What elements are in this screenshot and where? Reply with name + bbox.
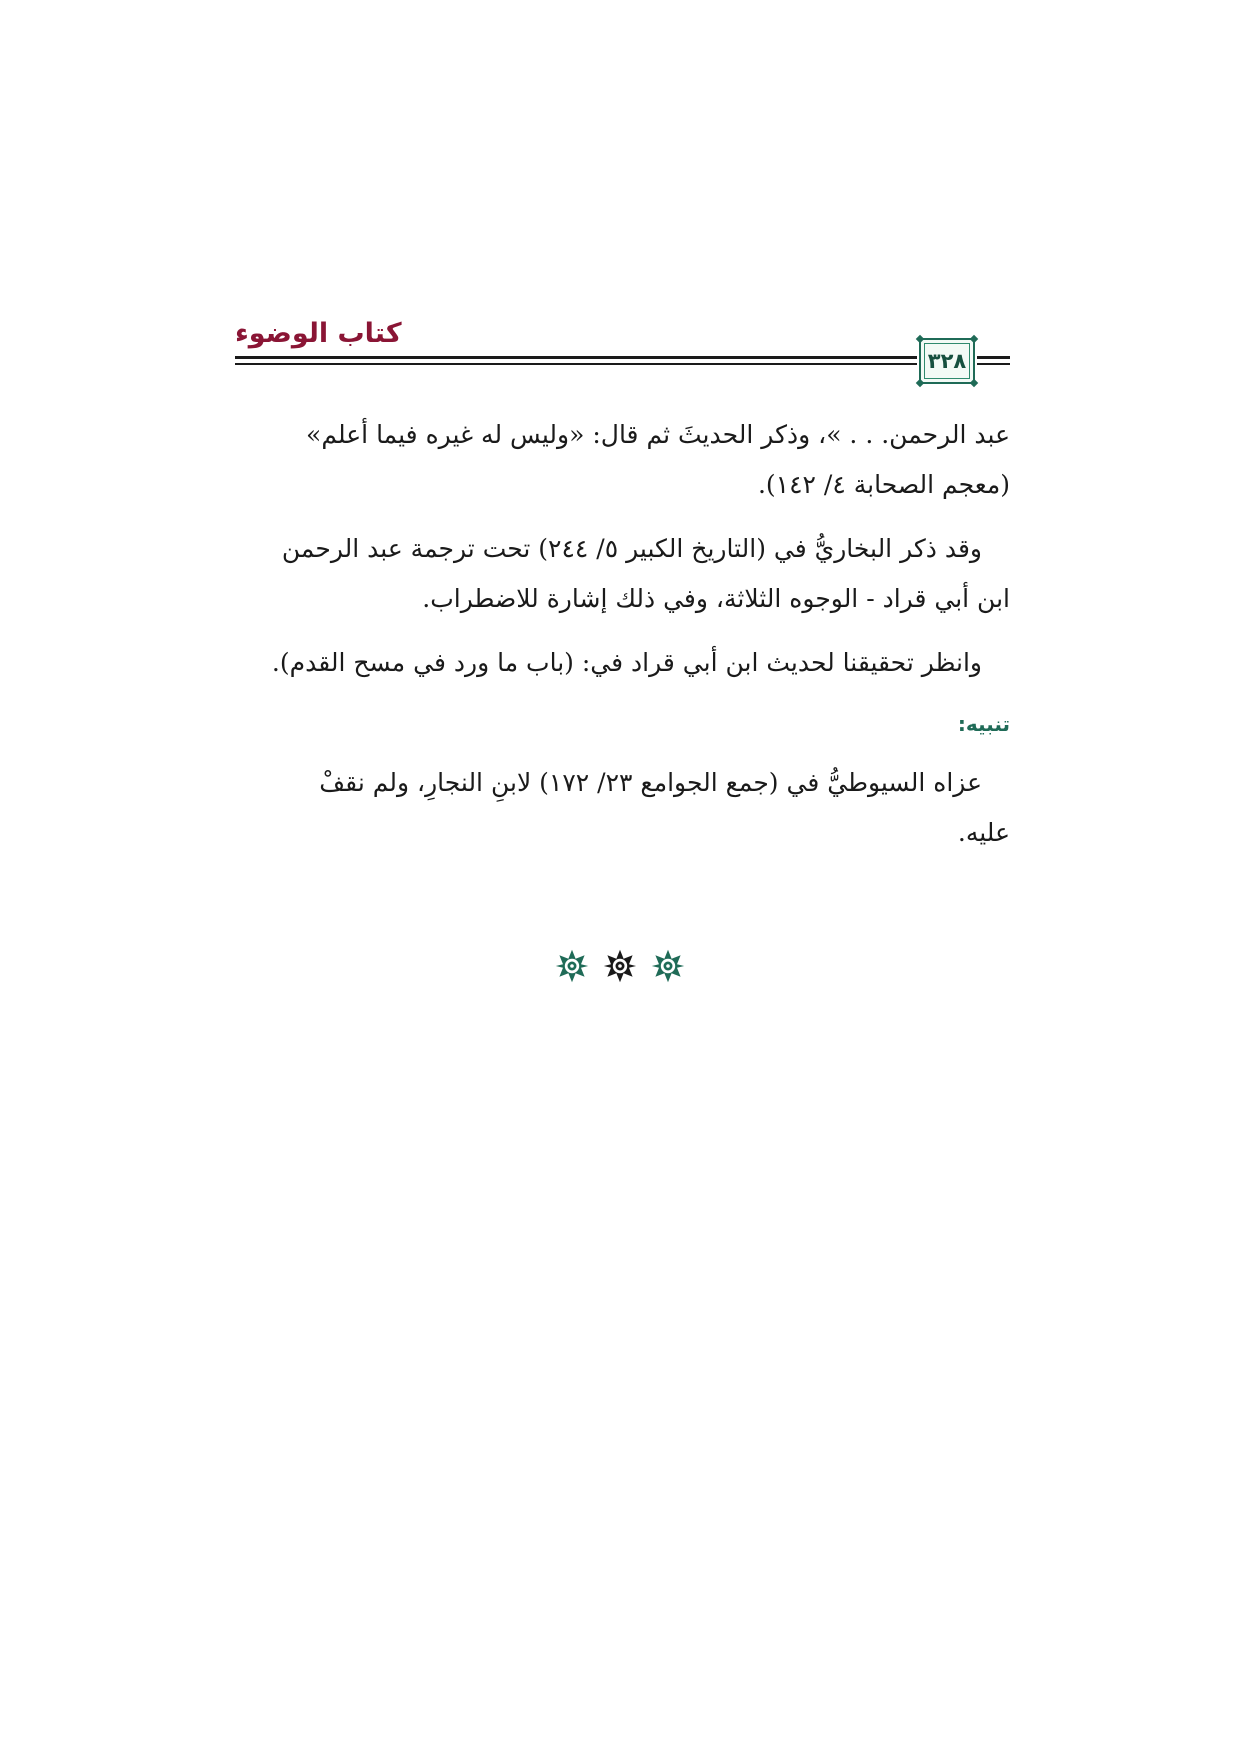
frame-corner-icon xyxy=(970,379,978,387)
header-rule-stub xyxy=(977,356,1010,366)
paragraph-text xyxy=(235,410,1010,510)
frame-corner-icon xyxy=(916,379,924,387)
header-rule-stub-thick xyxy=(977,356,1010,359)
paragraph-text xyxy=(235,638,1010,688)
star-ornament-icon xyxy=(650,948,686,984)
frame-corner-icon xyxy=(970,335,978,343)
text-line: وانظر تحقيقنا لحديث ابن أبي قراد في: (باب ما ورد في مسح القدم). xyxy=(271,648,982,677)
paragraph xyxy=(235,410,1010,510)
text-line: (معجم الصحابة ٤/ ١٤٢). xyxy=(757,470,1010,499)
header-rule-thin xyxy=(235,363,917,365)
header-rule xyxy=(235,356,917,366)
paragraph-text xyxy=(235,758,1010,858)
book-title: كتاب الوضوء xyxy=(235,318,402,349)
paragraph xyxy=(235,638,1010,688)
star-ornament-icon xyxy=(602,948,638,984)
header-rule-stub-thin xyxy=(977,363,1010,365)
paragraph xyxy=(235,524,1010,624)
text-line: وقد ذكر البخاريُّ في (التاريخ الكبير ٥/ ٢٤٤) تحت ترجمة عبد الرحمن xyxy=(281,534,982,563)
text-line: عبد الرحمن. . . »، وذكر الحديثَ ثم قال: «وليس له غيره فيما أعلم» xyxy=(306,420,1010,449)
page-number: ٣٢٨ xyxy=(927,349,967,373)
star-ornament-icon xyxy=(554,948,590,984)
header-rule-thick xyxy=(235,356,917,359)
text-line: ابن أبي قراد - الوجوه الثلاثة، وفي ذلك إشارة للاضطراب. xyxy=(422,584,1010,613)
text-line: عليه. xyxy=(957,818,1010,847)
section-end-ornaments xyxy=(0,948,1240,988)
page-number-frame xyxy=(919,338,975,384)
text-line: عزاه السيوطيُّ في (جمع الجوامع ٢٣/ ١٧٢) لابنِ النجارِ، ولم نقفْ xyxy=(319,768,982,797)
note-heading: تنبيه: xyxy=(957,712,1010,736)
page-content xyxy=(235,410,1010,872)
note-paragraph xyxy=(235,758,1010,858)
paragraph-text xyxy=(235,524,1010,624)
frame-corner-icon xyxy=(916,335,924,343)
running-header xyxy=(235,318,1010,388)
